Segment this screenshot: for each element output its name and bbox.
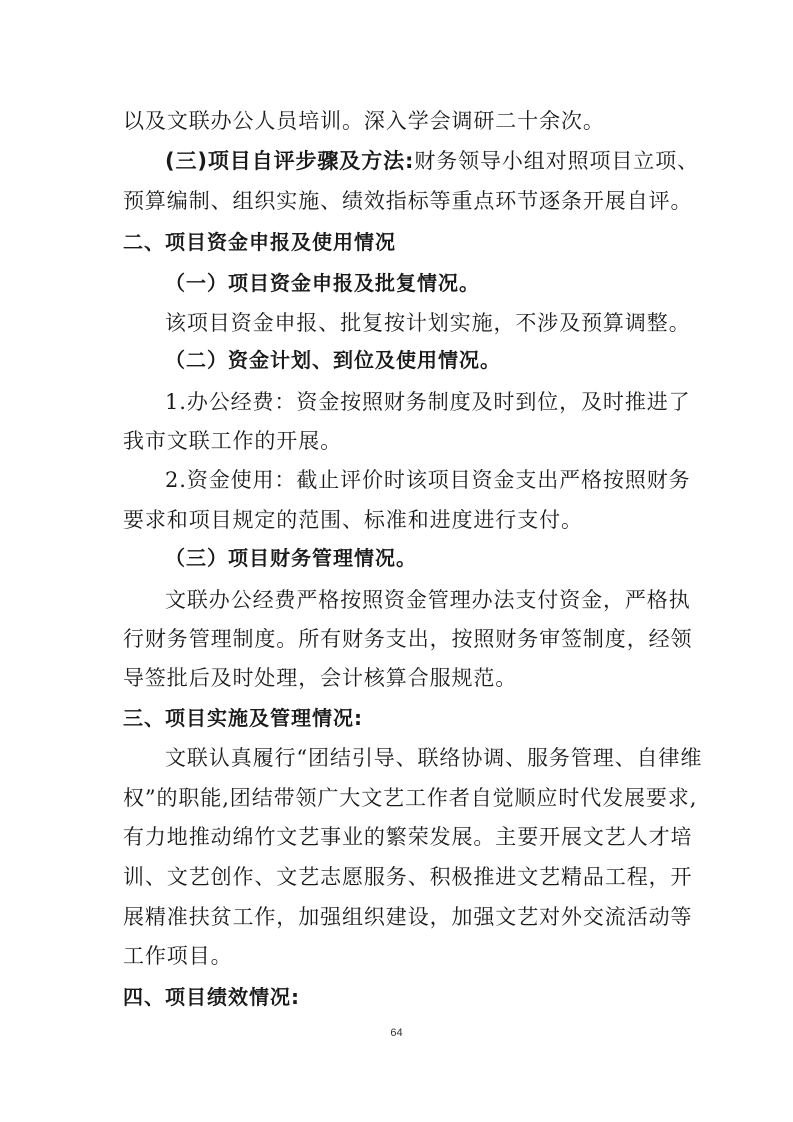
paragraph-line: 1.办公经费：资金按照财务制度及时到位，及时推进了 bbox=[165, 390, 691, 414]
section-heading: 二、项目资金申报及使用情况 bbox=[123, 230, 396, 254]
paragraph-line: 工作项目。 bbox=[123, 944, 233, 968]
subsection-heading: （一）项目资金申报及批复情况。 bbox=[165, 271, 480, 295]
paragraph-line: 该项目资金申报、批复按计划实施，不涉及预算调整。 bbox=[165, 311, 691, 335]
page-number: 64 bbox=[390, 1027, 403, 1039]
section-heading: 四、项目绩效情况: bbox=[123, 985, 300, 1009]
paragraph-line: 预算编制、组织实施、绩效指标等重点环节逐条开展自评。 bbox=[123, 189, 693, 213]
inline-text: 财务领导小组对照项目立项、 bbox=[414, 149, 699, 173]
paragraph-line: 权”的职能,团结带领广大文艺工作者自觉顺应时代发展要求, bbox=[123, 786, 698, 810]
paragraph-line bbox=[165, 146, 699, 176]
paragraph-line: 以及文联办公人员培训。深入学会调研二十余次。 bbox=[123, 109, 605, 133]
paragraph-line: 有力地推动绵竹文艺事业的繁荣发展。主要开展文艺人才培 bbox=[123, 825, 693, 849]
paragraph-line: 展精准扶贫工作，加强组织建设，加强文艺对外交流活动等 bbox=[123, 905, 693, 929]
paragraph-line: 训、文艺创作、文艺志愿服务、积极推进文艺精品工程，开 bbox=[123, 865, 693, 889]
paragraph-line: 文联办公经费严格按照资金管理办法支付资金，严格执 bbox=[165, 588, 691, 612]
paragraph-line: 行财务管理制度。所有财务支出，按照财务审签制度，经领 bbox=[123, 627, 693, 651]
paragraph-line: 要求和项目规定的范围、标准和进度进行支付。 bbox=[123, 508, 583, 532]
paragraph-line: 文联认真履行“团结引导、联络协调、服务管理、自律维 bbox=[165, 746, 703, 770]
paragraph-line: 导签批后及时处理，会计核算合服规范。 bbox=[123, 666, 518, 690]
paragraph-line: 我市文联工作的开展。 bbox=[123, 429, 342, 453]
subsection-heading: （二）资金计划、到位及使用情况。 bbox=[165, 348, 501, 372]
subsection-heading: （三）项目财务管理情况。 bbox=[165, 546, 417, 570]
section-heading: 三、项目实施及管理情况: bbox=[123, 706, 363, 730]
inline-heading: (三)项目自评步骤及方法: bbox=[165, 149, 415, 173]
paragraph-line: 2.资金使用：截止评价时该项目资金支出严格按照财务 bbox=[165, 468, 691, 492]
